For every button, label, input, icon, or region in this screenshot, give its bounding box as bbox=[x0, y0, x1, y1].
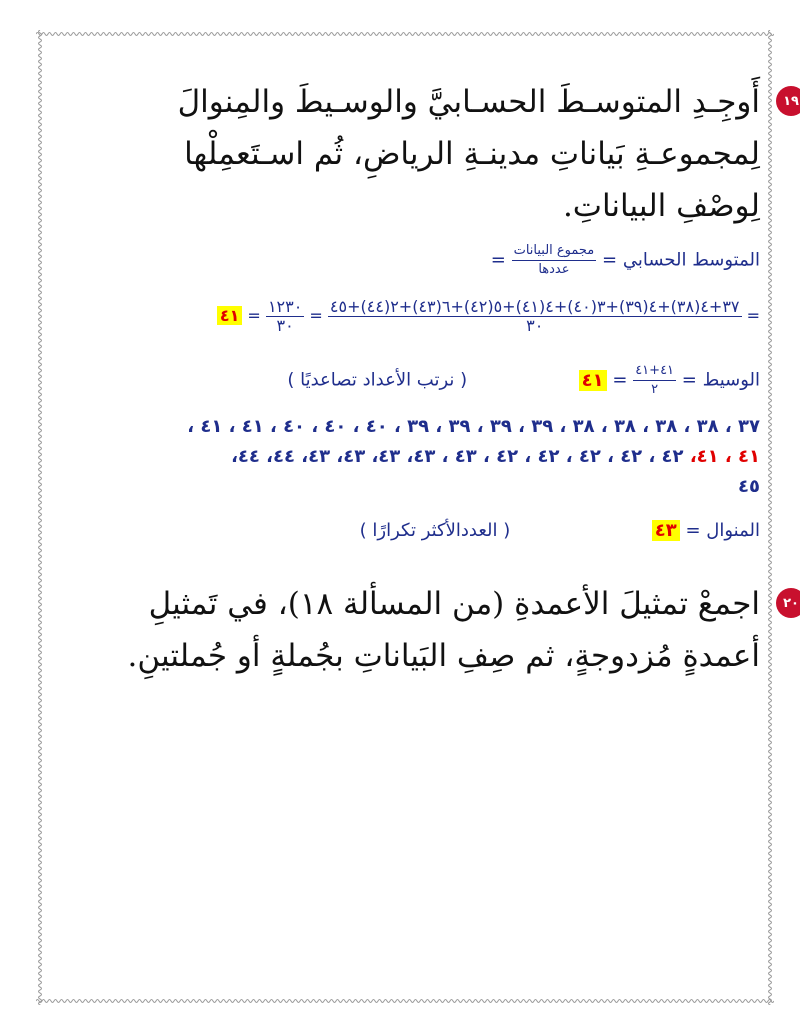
mode-label: المنوال bbox=[706, 520, 760, 541]
mode-note: ( العددالأكثر تكرارًا ) bbox=[359, 520, 511, 541]
mode-result: ٤٣ bbox=[652, 520, 680, 541]
median-row: الوسيط = $\frac{٤١+٤١}{٢}$ = ٤١ ( نرتب الأعداد تصاعديًا ) bbox=[287, 363, 760, 397]
question-line: أعمدةٍ مُزدوجةٍ، ثم صِفِ البَياناتِ بجُملةٍ أو جُملتينِ. bbox=[127, 638, 760, 674]
sorted-data-line-3: ٤٥ bbox=[738, 476, 760, 497]
mean-definition: المتوسط الحسابي = $\frac{\text{مجموع البيانات}}{\text{عددها}}$ = bbox=[490, 243, 760, 277]
question-20 bbox=[120, 578, 799, 682]
median-result: ٤١ bbox=[579, 370, 607, 391]
median-note: ( نرتب الأعداد تصاعديًا ) bbox=[287, 369, 468, 391]
question-line: أَوجِـدِ المتوسـطَ الحسـابيَّ والوسـيطَ والمِنوالَ bbox=[177, 84, 760, 120]
median-fraction: $\frac{٤١+٤١}{٢}$ bbox=[635, 363, 675, 397]
mean-formula-fraction: $\frac{\text{مجموع البيانات}}{\text{عددها}}$ bbox=[513, 243, 595, 277]
mean-result: ٤١ bbox=[217, 306, 243, 325]
median-values-highlight: ٤١ ، ٤١، bbox=[689, 446, 760, 467]
question-line: لِوصْفِ البياناتِ. bbox=[562, 188, 760, 224]
sorted-data-line-1: ٣٧ ، ٣٨ ، ٣٨ ، ٣٨ ، ٣٨ ، ٣٩ ، ٣٩ ، ٣٩ ، ٣٩ ، ٤٠ ، ٤٠ ، ٤٠ ، ٤١ ، ٤١ ، bbox=[187, 416, 760, 437]
median-label: الوسيط bbox=[702, 369, 760, 391]
mean-computation: = $\frac{٣٧+٤(٣٨)+٤(٣٩)+٣(٤٠)+٤(٤١)+٥(٤٢)+٦(٤٣)+٢(٤٤)+٤٥}{٣٠}$ = $\frac{١٢٣٠}{٣٠}$ = ٤١ bbox=[217, 298, 760, 335]
sorted-data-line-2: ٤١ ، ٤١، ٤٢ ، ٤٢ ، ٤٢ ، ٤٢ ، ٤٢ ، ٤٣ ، ٤٣، ٤٣، ٤٣، ٤٣، ٤٤، ٤٤، bbox=[231, 446, 760, 467]
question-number-badge: ٢٠ bbox=[776, 588, 800, 618]
mean-sum-fraction: $\frac{٣٧+٤(٣٨)+٤(٣٩)+٣(٤٠)+٤(٤١)+٥(٤٢)+٦(٤٣)+٢(٤٤)+٤٥}{٣٠}$ bbox=[329, 297, 740, 335]
question-line: لِمجموعـةِ بَياناتِ مدينـةِ الرياضِ، ثُم اسـتَعمِلْها bbox=[184, 136, 760, 172]
mean-total-fraction: $\frac{١٢٣٠}{٣٠}$ bbox=[267, 297, 303, 335]
question-line: اجمعْ تمثيلَ الأعمدةِ (من المسألة ١٨)، في تَمثيلِ bbox=[148, 586, 760, 622]
page-content bbox=[40, 0, 799, 1035]
mean-label: المتوسط الحسابي bbox=[622, 249, 760, 271]
question-19 bbox=[120, 76, 799, 232]
question-number-badge: ١٩ bbox=[776, 86, 800, 116]
mode-row: المنوال = ٤٣ ( العددالأكثر تكرارًا ) bbox=[359, 520, 760, 541]
